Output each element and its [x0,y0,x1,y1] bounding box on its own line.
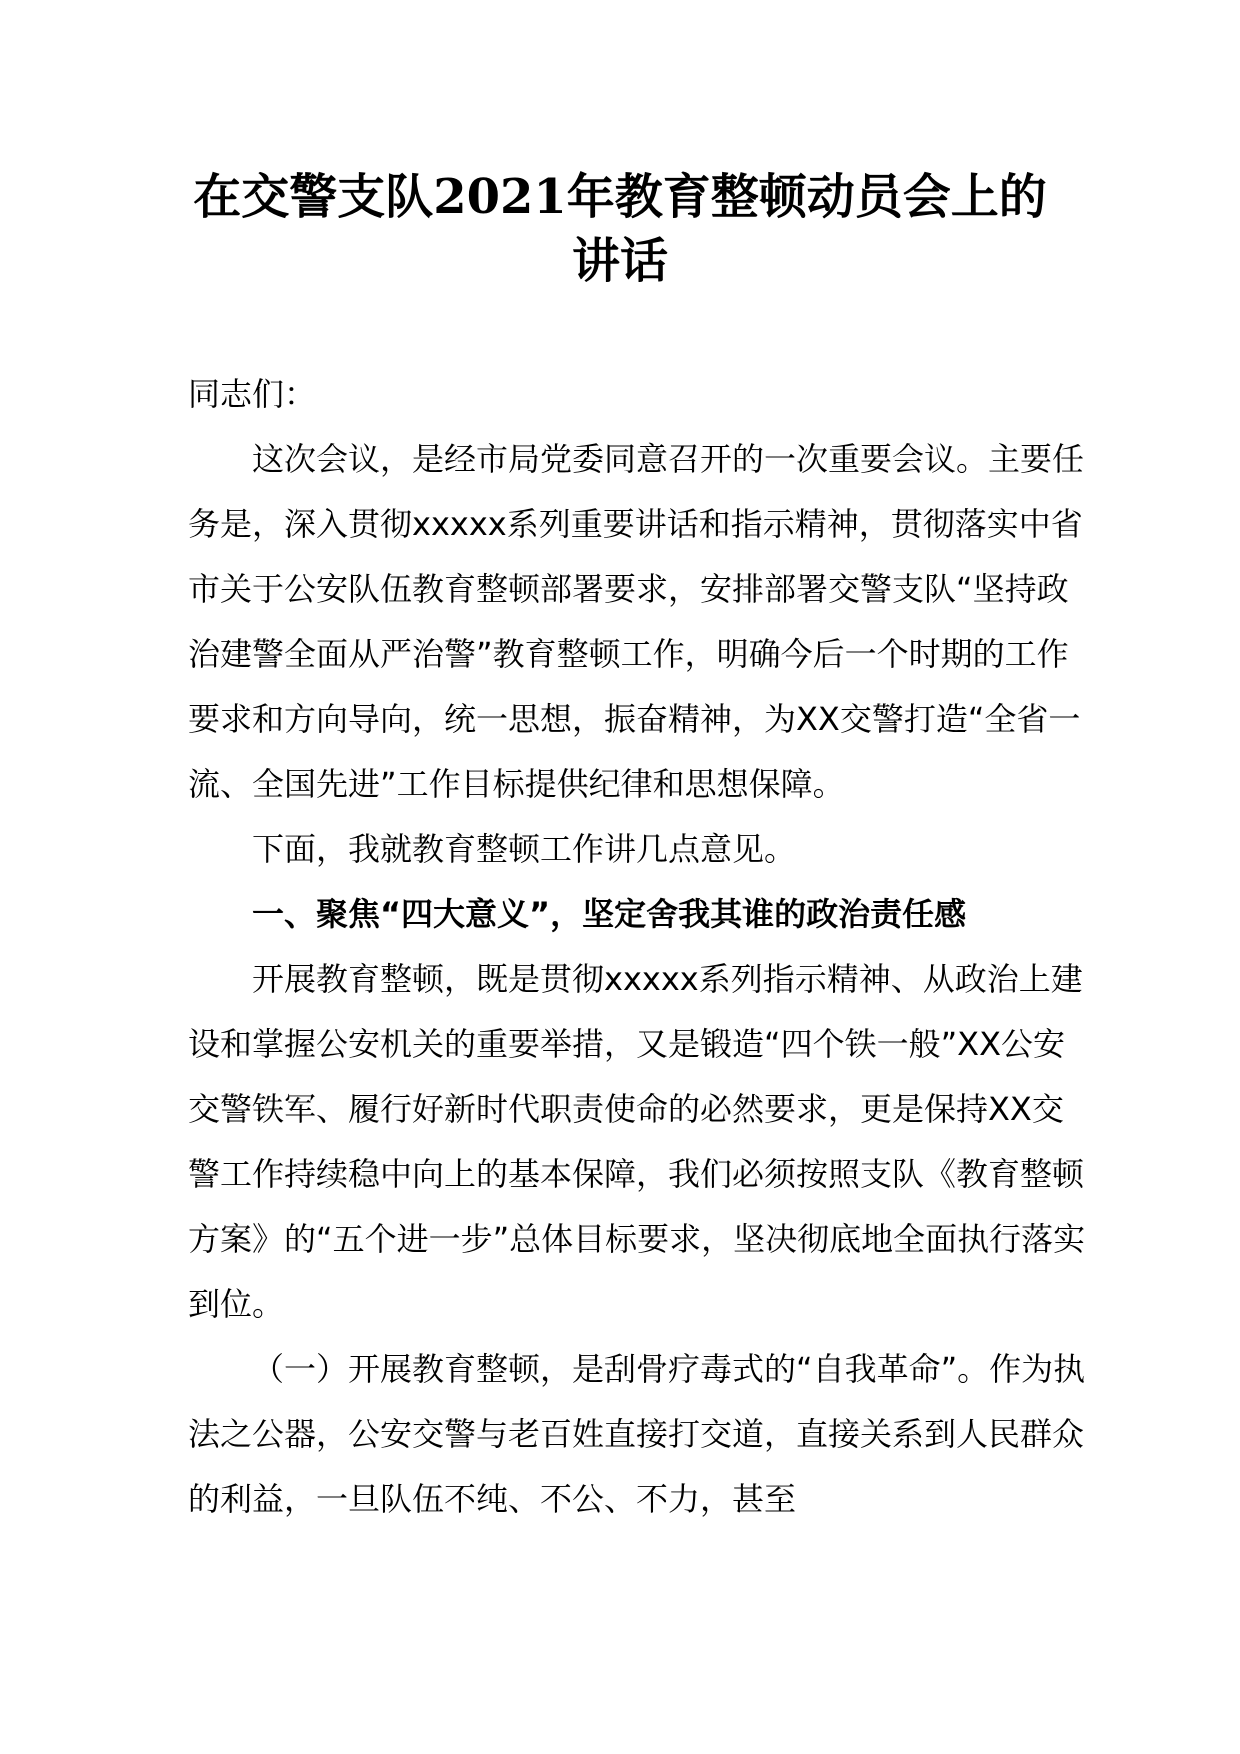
paragraph-self-revolution: （一）开展教育整顿，是刮骨疗毒式的“自我革命”。作为执法之公器，公安交警与老百姓直接打交道，直接关系到人民群众的利益，一旦队伍不纯、不公、不力，甚至 [188,1350,1086,1518]
salutation: 同志们： [188,375,317,413]
paragraph-education-significance: 开展教育整顿，既是贯彻xxxxx系列指示精神、从政治上建设和掌握公安机关的重要举措，又是锻造“四个铁一般”XX公安交警铁军、履行好新时代职责使命的必然要求，更是保持XX交警工作持续稳中向上的基本保障，我们必须按照支队《教育整顿方案》的“五个进一步”总体目标要求，坚决彻底地全面执行落实到位。 [188,960,1086,1323]
paragraph-opinions-intro: 下面，我就教育整顿工作讲几点意见。 [252,830,797,868]
section-heading-one: 一、聚焦“四大意义”，坚定舍我其谁的政治责任感 [252,895,967,933]
paragraph-meeting-purpose: 这次会议，是经市局党委同意召开的一次重要会议。主要任务是，深入贯彻xxxxx系列重要讲话和指示精神，贯彻落实中省市关于公安队伍教育整顿部署要求，安排部署交警支队“坚持政治建警全面从严治警”教育整顿工作，明确今后一个时期的工作要求和方向导向，统一思想，振奋精神，为XX交警打造“全省一流、全国先进”工作目标提供纪律和思想保障。 [188,440,1085,803]
document-title: 在交警支队2021年教育整顿动员会上的讲话 [193,169,1047,289]
document-body [188,362,1094,1532]
